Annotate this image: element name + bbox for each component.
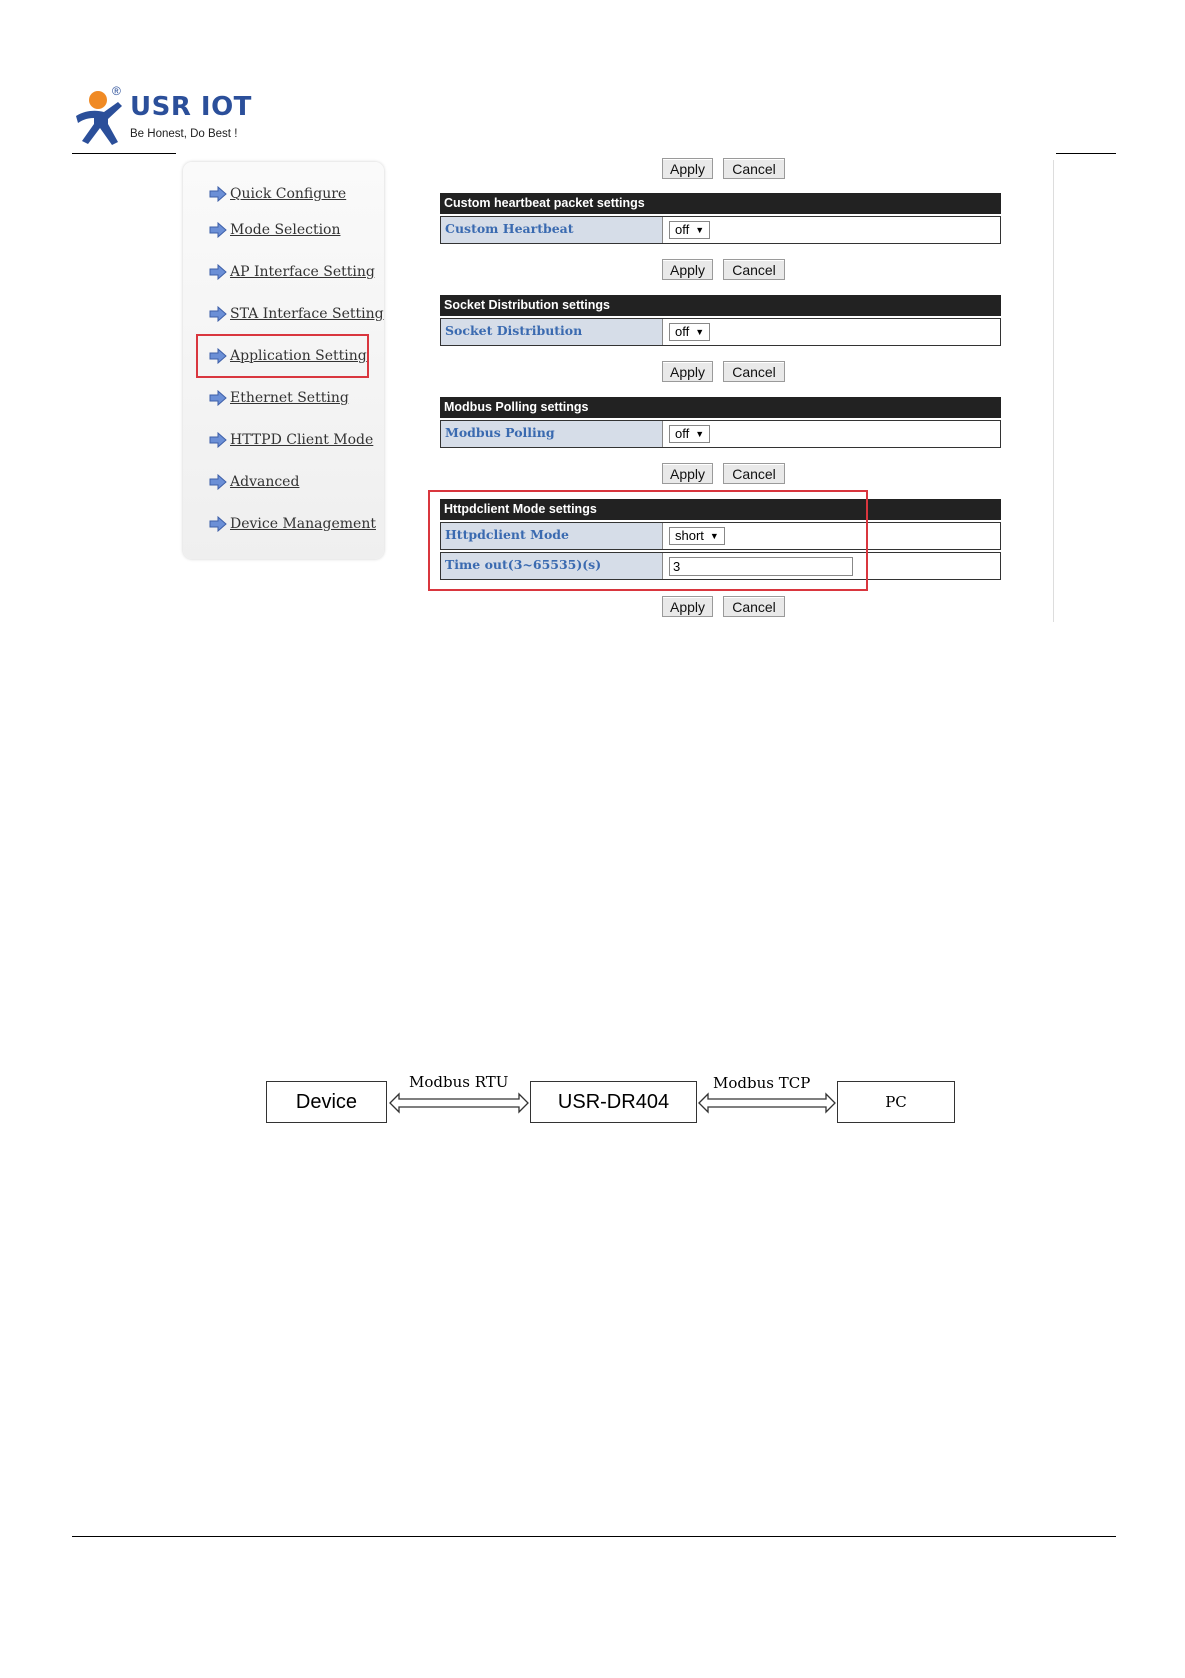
- timeout-input[interactable]: 3: [669, 557, 853, 576]
- sidebar-item-label: Ethernet Setting: [230, 390, 349, 406]
- brand-slogan: Be Honest, Do Best !: [130, 128, 238, 140]
- registered-mark: ®: [112, 84, 121, 98]
- cancel-button[interactable]: Cancel: [723, 361, 785, 382]
- sidebar-item-ethernet-setting[interactable]: [209, 385, 349, 411]
- sidebar-item-quick-configure[interactable]: [209, 181, 346, 207]
- cancel-button[interactable]: Cancel: [723, 158, 785, 179]
- select-value: off: [675, 426, 690, 441]
- arrow-right-icon: [209, 474, 227, 490]
- sidebar-item-device-management[interactable]: [209, 511, 376, 537]
- setting-label: Custom Heartbeat: [441, 217, 663, 243]
- setting-label: Httpdclient Mode: [441, 523, 663, 549]
- sidebar-item-ap-interface-setting[interactable]: [209, 259, 375, 285]
- double-arrow-icon: [388, 1092, 530, 1114]
- section-title-heartbeat: Custom heartbeat packet settings: [440, 193, 1001, 214]
- socket-distribution-select[interactable]: [669, 323, 710, 341]
- apply-button[interactable]: Apply: [662, 361, 713, 382]
- sidebar-item-label: STA Interface Setting: [230, 306, 384, 322]
- double-arrow-icon: [697, 1092, 837, 1114]
- arrow-right-icon: [209, 306, 227, 322]
- setting-row-modbus-polling: [440, 420, 1001, 448]
- application-setting-highlight: [196, 334, 369, 378]
- sidebar-item-label: Advanced: [230, 474, 300, 490]
- sidebar-item-label: AP Interface Setting: [230, 264, 375, 280]
- httpdclient-highlight: [428, 490, 868, 591]
- pc-box: PC: [837, 1081, 955, 1123]
- footer-rule: [72, 1536, 1116, 1537]
- apply-button[interactable]: Apply: [662, 259, 713, 280]
- arrow-right-icon: [209, 516, 227, 532]
- arrow-right-icon: [209, 264, 227, 280]
- setting-row-custom-heartbeat: [440, 216, 1001, 244]
- apply-button[interactable]: Apply: [662, 596, 713, 617]
- dropdown-caret-icon: ▼: [695, 225, 705, 235]
- cancel-button[interactable]: Cancel: [723, 259, 785, 280]
- brand-name: USR IOT: [130, 92, 252, 122]
- setting-value: [665, 217, 1000, 243]
- arrow-right-icon: [209, 432, 227, 448]
- sidebar-item-label: Application Setting: [230, 348, 367, 364]
- cancel-button[interactable]: Cancel: [723, 596, 785, 617]
- header-rule-right: [1056, 153, 1116, 154]
- setting-label: Socket Distribution: [441, 319, 663, 345]
- modbus-polling-select[interactable]: [669, 425, 710, 443]
- sidebar-item-label: Device Management: [230, 516, 376, 532]
- section-title-socket-distribution: Socket Distribution settings: [440, 295, 1001, 316]
- arrow-right-icon: [209, 222, 227, 238]
- custom-heartbeat-select[interactable]: [669, 221, 710, 239]
- select-value: off: [675, 324, 690, 339]
- dropdown-caret-icon: ▼: [695, 429, 705, 439]
- select-value: off: [675, 222, 690, 237]
- sidebar-item-label: Quick Configure: [230, 186, 347, 202]
- setting-row-socket-distribution: [440, 318, 1001, 346]
- header-rule-left: [72, 153, 176, 154]
- arrow-right-icon: [209, 390, 227, 406]
- cancel-button[interactable]: Cancel: [723, 463, 785, 484]
- sidebar-item-sta-interface-setting[interactable]: [209, 301, 384, 327]
- screenshot-edge: [1053, 160, 1054, 622]
- arrow-right-icon: [209, 186, 227, 202]
- section-title-httpdclient-mode: Httpdclient Mode settings: [440, 499, 1001, 520]
- select-value: short: [675, 528, 704, 543]
- usr-iot-logo: [72, 84, 262, 150]
- usr-dr404-box: USR-DR404: [530, 1081, 697, 1123]
- dropdown-caret-icon: ▼: [695, 327, 705, 337]
- apply-button[interactable]: Apply: [662, 463, 713, 484]
- device-box: Device: [266, 1081, 387, 1123]
- modbus-tcp-label: Modbus TCP: [713, 1074, 811, 1092]
- apply-button[interactable]: Apply: [662, 158, 713, 179]
- setting-value: [665, 319, 1000, 345]
- setting-label: Time out(3~65535)(s): [441, 553, 663, 579]
- sidebar-item-mode-selection[interactable]: [209, 217, 341, 243]
- sidebar-item-advanced[interactable]: [209, 469, 299, 495]
- sidebar-item-label: HTTPD Client Mode: [230, 432, 374, 448]
- setting-value: [665, 421, 1000, 447]
- section-title-modbus-polling: Modbus Polling settings: [440, 397, 1001, 418]
- modbus-rtu-label: Modbus RTU: [409, 1073, 509, 1091]
- sidebar-item-httpd-client-mode[interactable]: [209, 427, 373, 453]
- dropdown-caret-icon: ▼: [709, 531, 719, 541]
- setting-label: Modbus Polling: [441, 421, 663, 447]
- sidebar-item-label: Mode Selection: [230, 222, 341, 238]
